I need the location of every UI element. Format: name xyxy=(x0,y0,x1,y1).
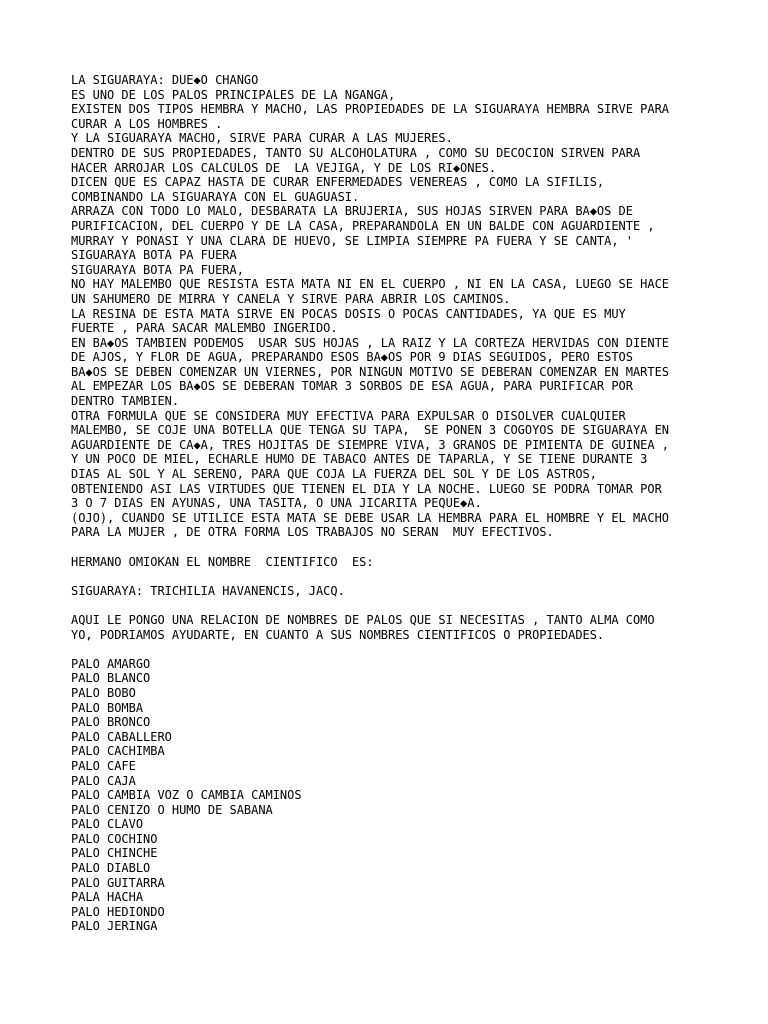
text-line: PARA LA MUJER , DE OTRA FORMA LOS TRABAJOS NO SERAN MUY EFECTIVOS. xyxy=(71,525,554,540)
text-line: HERMANO OMIOKAN EL NOMBRE CIENTIFICO ES: xyxy=(71,554,374,569)
text-line: PALO CLAVO xyxy=(71,817,144,832)
text-line: MALEMBO, SE COJE UNA BOTELLA QUE TENGA SU TAPA, SE PONEN 3 COGOYOS DE SIGUARAYA EN xyxy=(71,423,669,438)
text-line: Y UN POCO DE MIEL, ECHARLE HUMO DE TABACO ANTES DE TAPARLA, Y SE TIENE DURANTE 3 xyxy=(71,452,648,467)
text-line: PALO AMARGO xyxy=(71,656,151,671)
text-line: PALO GUITARRA xyxy=(71,875,165,890)
text-line: EN BA◆OS TAMBIEN PODEMOS USAR SUS HOJAS , LA RAIZ Y LA CORTEZA HERVIDAS CON DIENTE xyxy=(71,335,669,350)
text-line: LA RESINA DE ESTA MATA SIRVE EN POCAS DOSIS O POCAS CANTIDADES, YA QUE ES MUY xyxy=(71,306,626,321)
text-line: AGUARDIENTE DE CA◆A, TRES HOJITAS DE SIEMPRE VIVA, 3 GRANOS DE PIMIENTA DE GUINEA , xyxy=(71,437,669,452)
blank-line xyxy=(71,540,751,555)
blank-line xyxy=(71,598,751,613)
text-line: PURIFICACION, DEL CUERPO Y DE LA CASA, PREPARANDOLA EN UN BALDE CON AGUARDIENTE , xyxy=(71,218,655,233)
blank-line xyxy=(71,569,751,584)
text-line: PALO BOMBA xyxy=(71,700,144,715)
text-line: YO, PODRIAMOS AYUDARTE, EN CUANTO A SUS NOMBRES CIENTIFICOS O PROPIEDADES. xyxy=(71,627,605,642)
text-line: UN SAHUMERO DE MIRRA Y CANELA Y SIRVE PARA ABRIR LOS CAMINOS. xyxy=(71,291,511,306)
text-line: SIGUARAYA BOTA PA FUERA xyxy=(71,248,237,263)
text-line: FUERTE , PARA SACAR MALEMBO INGERIDO. xyxy=(71,321,338,336)
text-line: Y LA SIGUARAYA MACHO, SIRVE PARA CURAR A LAS MUJERES. xyxy=(71,131,453,146)
text-line: AQUI LE PONGO UNA RELACION DE NOMBRES DE PALOS QUE SI NECESITAS , TANTO ALMA COMO xyxy=(71,612,655,627)
text-line: 3 O 7 DIAS EN AYUNAS, UNA TASITA, O UNA JICARITA PEQUE◆A. xyxy=(71,496,482,511)
text-line: OBTENIENDO ASI LAS VIRTUDES QUE TIENEN EL DIA Y LA NOCHE. LUEGO SE PODRA TOMAR POR xyxy=(71,481,662,496)
text-line: (OJO), CUANDO SE UTILICE ESTA MATA SE DEBE USAR LA HEMBRA PARA EL HOMBRE Y EL MACHO xyxy=(71,510,669,525)
text-line: NO HAY MALEMBO QUE RESISTA ESTA MATA NI EN EL CUERPO , NI EN LA CASA, LUEGO SE HACE xyxy=(71,277,669,292)
text-line: PALO JERINGA xyxy=(71,919,158,934)
text-line: PALO CACHIMBA xyxy=(71,744,165,759)
text-line: PALO HEDIONDO xyxy=(71,904,165,919)
text-line: SIGUARAYA BOTA PA FUERA, xyxy=(71,262,244,277)
text-line: BA◆OS SE DEBEN COMENZAR UN VIERNES, POR NINGUN MOTIVO SE DEBERAN COMENZAR EN MARTES xyxy=(71,364,669,379)
text-line: OTRA FORMULA QUE SE CONSIDERA MUY EFECTIVA PARA EXPULSAR O DISOLVER CUALQUIER xyxy=(71,408,626,423)
text-line: DICEN QUE ES CAPAZ HASTA DE CURAR ENFERMEDADES VENEREAS , COMO LA SIFILIS, xyxy=(71,175,605,190)
text-line: PALO BRONCO xyxy=(71,715,151,730)
text-line: HACER ARROJAR LOS CALCULOS DE LA VEJIGA, Y DE LOS RI◆ONES. xyxy=(71,160,497,175)
text-line: PALO CHINCHE xyxy=(71,846,158,861)
text-line: PALO BOBO xyxy=(71,685,136,700)
text-line: COMBINANDO LA SIGUARAYA CON EL GUAGUASI. xyxy=(71,189,360,204)
text-line: ES UNO DE LOS PALOS PRINCIPALES DE LA NGANGA, xyxy=(71,87,396,102)
text-line: PALO DIABLO xyxy=(71,861,151,876)
text-line: AL EMPEZAR LOS BA◆OS SE DEBERAN TOMAR 3 SORBOS DE ESA AGUA, PARA PURIFICAR POR xyxy=(71,379,633,394)
text-line: LA SIGUARAYA: DUE◆O CHANGO xyxy=(71,73,259,87)
text-line: DE AJOS, Y FLOR DE AGUA, PREPARANDO ESOS BA◆OS POR 9 DIAS SEGUIDOS, PERO ESTOS xyxy=(71,350,633,365)
document-body xyxy=(71,73,751,934)
blank-line xyxy=(71,642,751,657)
text-line: PALO CAJA xyxy=(71,773,136,788)
text-line: PALO CENIZO O HUMO DE SABANA xyxy=(71,802,273,817)
text-line: ARRAZA CON TODO LO MALO, DESBARATA LA BRUJERIA, SUS HOJAS SIRVEN PARA BA◆OS DE xyxy=(71,204,633,219)
text-line: CURAR A LOS HOMBRES . xyxy=(71,116,223,131)
text-line: PALO CAMBIA VOZ O CAMBIA CAMINOS xyxy=(71,788,302,803)
text-line: PALO BLANCO xyxy=(71,671,151,686)
text-line: DENTRO TAMBIEN. xyxy=(71,394,180,409)
text-line: MURRAY Y PONASI Y UNA CLARA DE HUEVO, SE LIMPIA SIEMPRE PA FUERA Y SE CANTA, ' xyxy=(71,233,633,248)
text-line: PALO CABALLERO xyxy=(71,729,172,744)
text-line: DENTRO DE SUS PROPIEDADES, TANTO SU ALCOHOLATURA , COMO SU DECOCION SIRVEN PARA xyxy=(71,145,641,160)
text-line: EXISTEN DOS TIPOS HEMBRA Y MACHO, LAS PROPIEDADES DE LA SIGUARAYA HEMBRA SIRVE PARA xyxy=(71,102,669,117)
text-line: SIGUARAYA: TRICHILIA HAVANENCIS, JACQ. xyxy=(71,583,345,598)
text-line: PALO COCHINO xyxy=(71,831,158,846)
text-line: DIAS AL SOL Y AL SERENO, PARA QUE COJA LA FUERZA DEL SOL Y DE LOS ASTROS, xyxy=(71,467,597,482)
text-line: PALA HACHA xyxy=(71,890,144,905)
text-line: PALO CAFE xyxy=(71,758,136,773)
